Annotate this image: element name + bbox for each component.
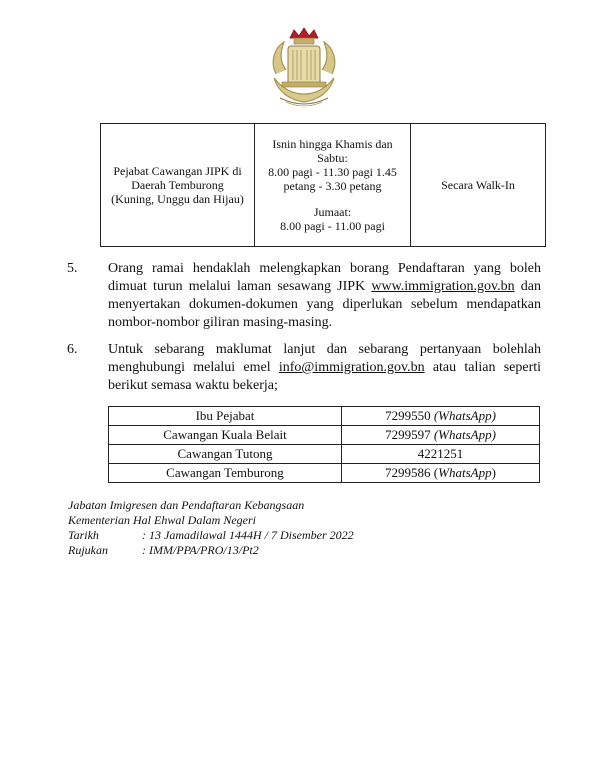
office-line: (Kuning, Unggu dan Hijau) [111, 192, 244, 206]
office-name: Ibu Pejabat [109, 407, 342, 426]
phone-number: 7299586 [385, 465, 431, 480]
office-line: Daerah Temburong [131, 178, 224, 192]
hours-line: Sabtu: [317, 151, 348, 165]
phone-number: 4221251 [417, 446, 464, 461]
schedule-table [100, 123, 546, 247]
office-name: Cawangan Tutong [109, 445, 342, 464]
office-name: Cawangan Kuala Belait [109, 426, 342, 445]
office-line: Pejabat Cawangan JIPK di [113, 164, 242, 178]
brunei-crest-icon [266, 26, 342, 112]
table-row [109, 464, 540, 483]
table-row [101, 124, 546, 247]
office-cell [101, 124, 255, 247]
department-name: Jabatan Imigresen dan Pendaftaran Kebangsaan [68, 498, 305, 512]
phone-cell [342, 445, 540, 464]
phone-cell: 7299586 (WhatsApp) [342, 464, 540, 483]
whatsapp-note: (WhatsApp) [433, 408, 496, 423]
table-row [109, 426, 540, 445]
office-name: Cawangan Temburong [109, 464, 342, 483]
paragraph-number: 6. [67, 342, 78, 357]
phone-number: 7299550 [385, 408, 431, 423]
contacts-table [108, 406, 540, 483]
reference-label: Rujukan [68, 543, 108, 557]
method-cell: Secara Walk-In [411, 124, 546, 247]
email-link[interactable]: info@immigration.gov.bn [278, 360, 425, 375]
friday-hours-line: 8.00 pagi - 11.00 pagi [280, 219, 385, 233]
table-row [109, 407, 540, 426]
paragraph-5 [67, 260, 541, 332]
reference-row [68, 543, 354, 558]
document-footer [68, 498, 354, 558]
ministry-name: Kementerian Hal Ehwal Dalam Negeri [68, 513, 256, 527]
paragraph-number: 5. [67, 261, 78, 276]
phone-number: 7299597 [385, 427, 431, 442]
date-value: : 13 Jamadilawal 1444H / 7 Disember 2022 [142, 528, 354, 542]
date-row [68, 528, 354, 543]
phone-cell [342, 426, 540, 445]
hours-cell [255, 124, 411, 247]
phone-cell [342, 407, 540, 426]
paragraph-text: Untuk sebarang maklumat lanjut dan sebarang pertanyaan bolehlah menghubungi melalui emel info@immigration.gov.bn atau talian seperti berikut semasa waktu bekerja; [108, 342, 542, 393]
website-link[interactable]: www.immigration.gov.bn [371, 279, 515, 294]
hours-line: Isnin hingga Khamis dan [272, 137, 393, 151]
table-row [109, 445, 540, 464]
whatsapp-note: (WhatsApp) [433, 427, 496, 442]
date-label: Tarikh [68, 528, 99, 542]
reference-value: : IMM/PPA/PRO/13/Pt2 [142, 543, 259, 557]
hours-line: petang - 3.30 petang [283, 179, 382, 193]
paragraph-text: Orang ramai hendaklah melengkapkan borang Pendaftaran yang boleh dimuat turun melalui laman sesawang JIPK www.immigration.gov.bn dan menyertakan dokumen-dokumen yang diperlukan sebelum mendapatkan nombor-nombor giliran masing-masing. [108, 261, 541, 330]
friday-hours-line: Jumaat: [313, 205, 352, 219]
whatsapp-note: WhatsApp [438, 465, 492, 480]
hours-line: 8.00 pagi - 11.30 pagi 1.45 [268, 165, 397, 179]
paragraph-6 [67, 341, 541, 395]
